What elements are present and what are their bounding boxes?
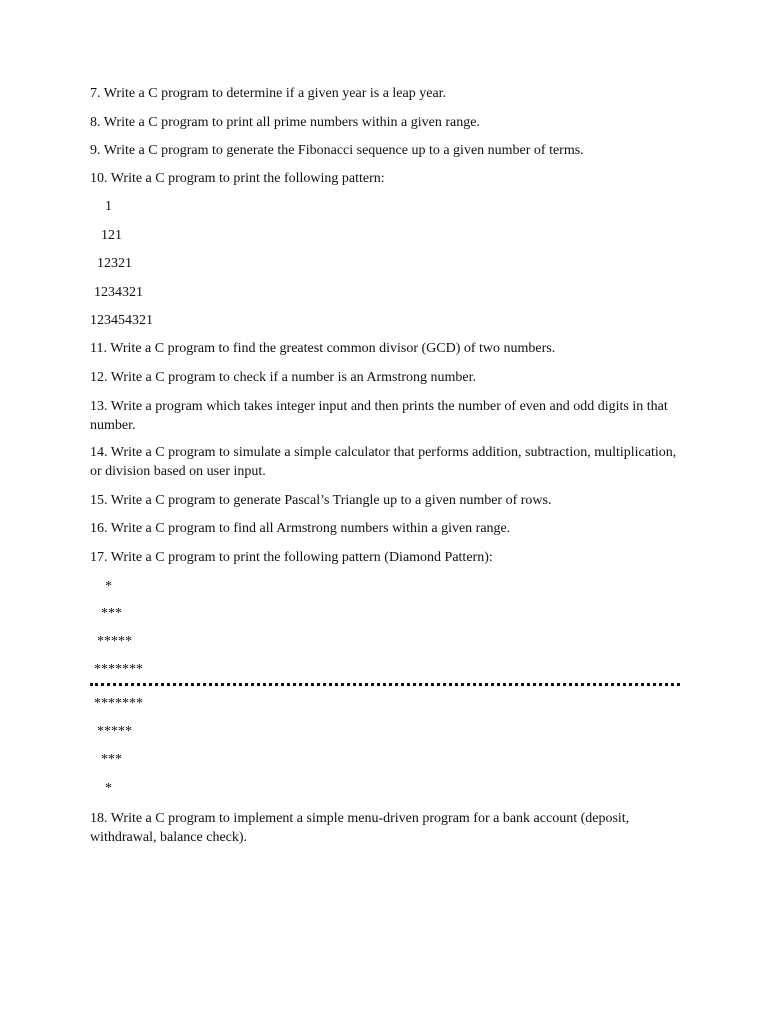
dotted-divider: [90, 683, 680, 686]
question-9: 9. Write a C program to generate the Fibonacci sequence up to a given number of terms.: [90, 143, 584, 158]
question-7: 7. Write a C program to determine if a given year is a leap year.: [90, 86, 447, 101]
diamond-bottom-row-4: *: [105, 781, 112, 796]
question-11: 11. Write a C program to find the greatest common divisor (GCD) of two numbers.: [90, 341, 556, 356]
diamond-bottom-row-2: *****: [97, 724, 132, 739]
question-15: 15. Write a C program to generate Pascal’s Triangle up to a given number of rows.: [90, 493, 552, 508]
diamond-top-row-1: *: [105, 579, 112, 594]
diamond-top-row-4: *******: [94, 662, 143, 677]
diamond-bottom-row-1: *******: [94, 696, 143, 711]
question-17: 17. Write a C program to print the following pattern (Diamond Pattern):: [90, 550, 493, 565]
diamond-top-row-2: ***: [101, 606, 122, 621]
number-pattern-row-3: 12321: [97, 256, 132, 271]
question-16: 16. Write a C program to find all Armstrong numbers within a given range.: [90, 521, 511, 536]
question-18: 18. Write a C program to implement a simple menu-driven program for a bank account (deposit, withdrawal, balance check).: [90, 811, 630, 845]
question-13: 13. Write a program which takes integer input and then prints the number of even and odd digits in that number.: [90, 399, 668, 433]
diamond-bottom-row-3: ***: [101, 752, 122, 767]
number-pattern-row-2: 121: [101, 228, 122, 243]
number-pattern-row-4: 1234321: [94, 285, 143, 300]
question-14: 14. Write a C program to simulate a simple calculator that performs addition, subtraction, multiplication, or division based on user input.: [90, 445, 677, 479]
number-pattern-row-5: 123454321: [90, 313, 153, 328]
diamond-top-row-3: *****: [97, 634, 132, 649]
question-10: 10. Write a C program to print the following pattern:: [90, 171, 385, 186]
number-pattern-row-1: 1: [105, 199, 112, 214]
question-8: 8. Write a C program to print all prime numbers within a given range.: [90, 115, 480, 130]
question-12: 12. Write a C program to check if a number is an Armstrong number.: [90, 370, 477, 385]
